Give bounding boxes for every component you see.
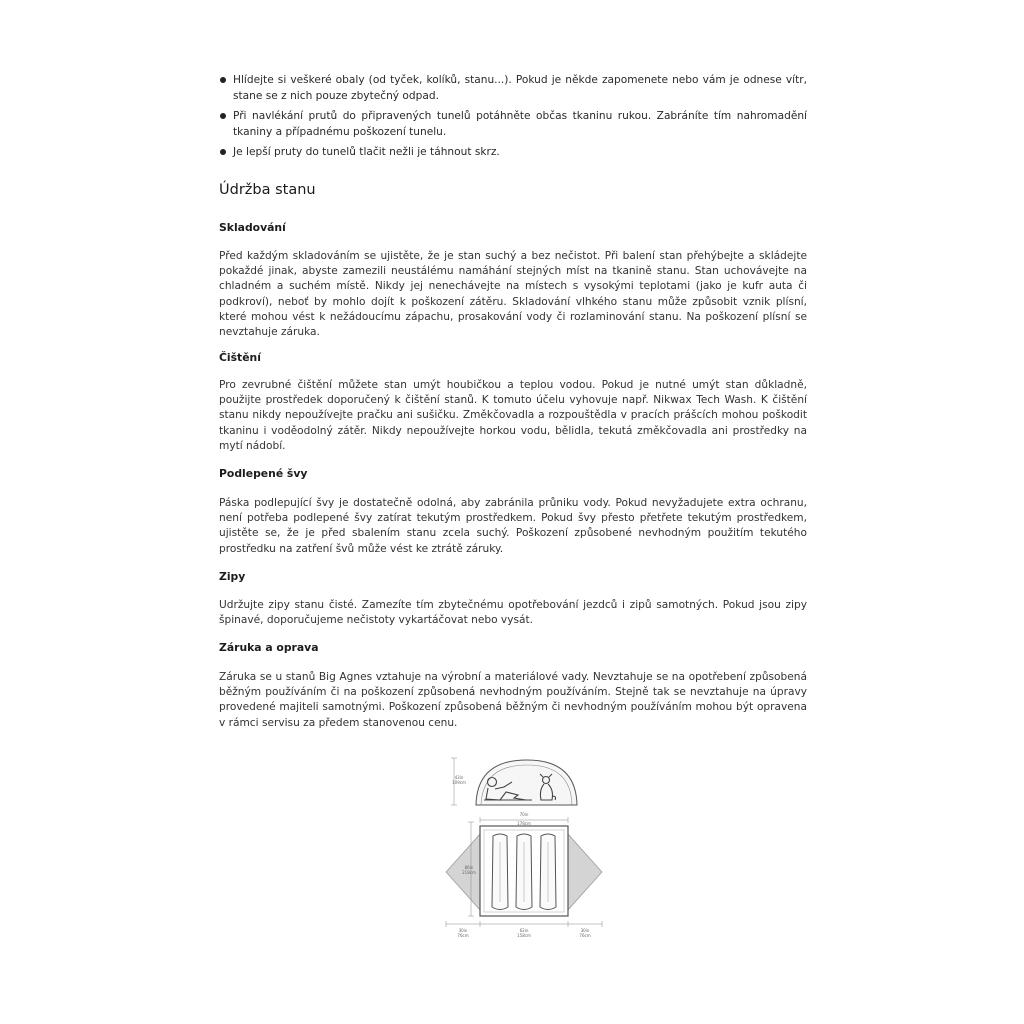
- vestibule-left-cm-label: 76cm: [457, 933, 469, 938]
- list-item: Při navlékání prutů do připravených tunelů potáhněte občas tkaninu rukou. Zabráníte tím nahromadění tkaniny a případnému poškození tunelu.: [219, 108, 807, 140]
- length-cm-label: 218cm: [462, 870, 476, 875]
- width-cm-label: 178cm: [517, 821, 531, 826]
- paragraph-seams: Páska podlepující švy je dostatečně odolná, aby zabránila průniku vody. Pokud nevyžadujete extra ochranu, není potřeba podlepené švy zatírat tekutým prostředkem. Pokud švy přesto přetřete tekutým prostředkem, ujistěte se, že je před sbalením stanu zcela suchý. Poškození způsobené nevhodným použitím tekutého prostředku na zatření švů může vést ke ztrátě záruky.: [219, 497, 807, 555]
- vestibule-left-in-label: 30in: [458, 928, 468, 933]
- paragraph-zippers: Udržujte zipy stanu čisté. Zamezíte tím zbytečnému opotřebování jezdců i zipů samotných. Pokud jsou zipy špinavé, doporučujeme nečistoty vykartáčovat nebo vysát.: [219, 599, 807, 627]
- vestibule-right-in-label: 30in: [580, 928, 590, 933]
- tips-list: [219, 72, 807, 164]
- paragraph-cleaning: Pro zevrubné čištění můžete stan umýt houbičkou a teplou vodou. Pokud je nutné umýt stan důkladně, použijte prostředek doporučený k čištění stanů. K tomuto účelu vyhovuje např. Nikwax Tech Wash. K čištění stanu nikdy nepoužívejte pračku ani sušičku. Změkčovadla a rozpouštědla v pracích prášcích mohou poškodit tkaninu i voděodolný zátěr. Nikdy nepoužívejte horkou vodu, bělidla, tekutá změkčovadla ani prostředky na mytí nádobí.: [219, 379, 807, 452]
- length-in-label: 86in: [464, 865, 474, 870]
- height-cm-label: 109cm: [452, 780, 466, 785]
- heading-warranty: Záruka a oprava: [219, 641, 319, 654]
- heading-zippers: Zipy: [219, 570, 246, 583]
- vestibule-right-cm-label: 76cm: [579, 933, 591, 938]
- floor-width-cm-label: 158cm: [517, 933, 531, 938]
- section-title: Údržba stanu: [219, 182, 316, 198]
- tent-dimensions-diagram: [440, 752, 608, 942]
- list-item: Hlídejte si veškeré obaly (od tyček, kolíků, stanu...). Pokud je někde zapomenete nebo vám je odnese vítr, stane se z nich pouze zbytečný odpad.: [219, 72, 807, 104]
- bottom-dimensions: [446, 921, 602, 927]
- tent-side-view: [476, 760, 577, 805]
- floor-width-in-label: 62in: [519, 928, 529, 933]
- paragraph-storage: Před každým skladováním se ujistěte, že je stan suchý a bez nečistot. Při balení stan přehýbejte a skládejte pokaždé jinak, abyste zamezili neustálému namáhání stejných míst na tkanině stanu. Stan uchovávejte na chladném a suchém místě. Nikdy jej nenechávejte na místech s vysokými teplotami (jako je kufr auta či podkroví), neboť by mohlo dojít k poškození zátěru. Skladování vlhkého stanu může způsobit vznik plísní, které mohou vést k nežádoucímu zápachu, prosakování vody či rozlaminování stanu. Na poškození plísní se nevztahuje záruka.: [219, 250, 807, 339]
- height-in-label: 43in: [454, 775, 464, 780]
- right-vestibule: [568, 834, 602, 910]
- list-item: Je lepší pruty do tunelů tlačit nežli je táhnout skrz.: [219, 144, 807, 160]
- paragraph-warranty: Záruka se u stanů Big Agnes vztahuje na výrobní a materiálové vady. Nevztahuje se na opotřebení způsobená běžným používáním či na poškození způsobená nevhodným používáním. Stejně tak se nevztahuje na úpravy provedené majiteli samotnými. Poškození způsobená běžným či nevhodným používáním mohou být opravena v rámci servisu za předem stanovenou cenu.: [219, 671, 807, 729]
- width-in-label: 70in: [519, 812, 529, 817]
- heading-cleaning: Čištění: [219, 351, 261, 364]
- heading-seams: Podlepené švy: [219, 467, 308, 480]
- heading-storage: Skladování: [219, 221, 286, 234]
